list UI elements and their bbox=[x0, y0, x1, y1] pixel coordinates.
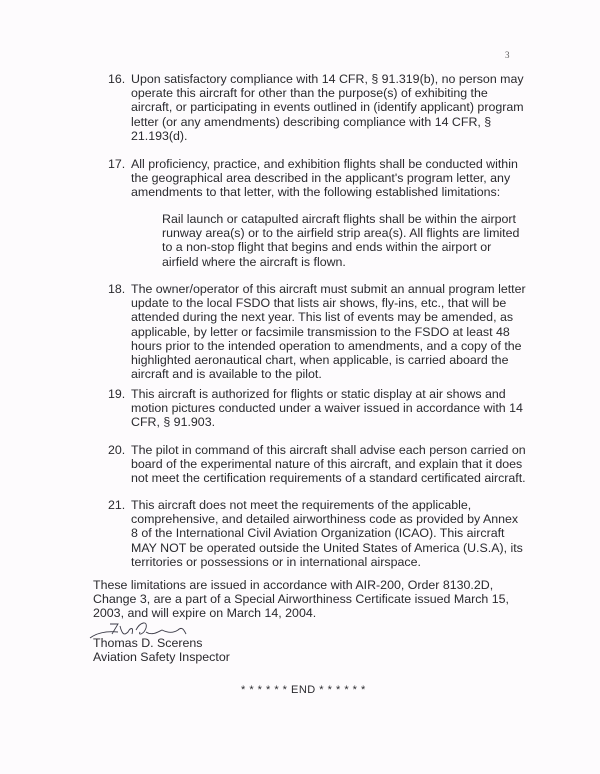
closing-statement: These limitations are issued in accordance with AIR-200, Order 8130.2D, Change 3, are a part of a Special Airworthiness Certificate issued March 15, 2003, and will expire on March 14, 2004. bbox=[93, 578, 509, 621]
limitation-item-21 bbox=[108, 498, 528, 569]
item-17-sub-paragraph: Rail launch or catapulted aircraft flights shall be within the airport runway area(s) or to the airfield strip area(s). All flights are limited to a non-stop flight that begins and ends within the airport or airfield where the aircraft is flown. bbox=[162, 212, 520, 269]
item-number: 16. bbox=[108, 72, 126, 86]
item-number: 18. bbox=[108, 282, 126, 296]
item-number: 17. bbox=[108, 157, 126, 171]
item-number: 19. bbox=[108, 387, 126, 401]
item-text: Upon satisfactory compliance with 14 CFR, § 91.319(b), no person may operate this aircraft for other than the purpose(s) of exhibiting the aircraft, or participating in events outlined in (identify applicant) program letter (or any amendments) describing compliance with 14 CFR, § 21.193(d). bbox=[131, 72, 524, 143]
limitation-item-19 bbox=[108, 387, 528, 430]
page-number: 3 bbox=[505, 50, 510, 60]
item-number: 20. bbox=[108, 443, 126, 457]
signer-title: Aviation Safety Inspector bbox=[93, 650, 230, 665]
item-text: All proficiency, practice, and exhibition flights shall be conducted within the geographical area described in the applicant's program letter, any amendments to that letter, with the following established limitations: bbox=[131, 157, 518, 200]
item-text: This aircraft does not meet the requirements of the applicable, comprehensive, and detailed airworthiness code as provided by Annex 8 of the International Civil Aviation Organization (ICAO). This aircraft MAY NOT be operated outside the United States of America (U.S.A), its territories or possessions or in international airspace. bbox=[131, 498, 523, 569]
limitation-item-20 bbox=[108, 443, 528, 486]
signature-block bbox=[93, 636, 230, 664]
limitation-item-16 bbox=[108, 72, 528, 143]
limitation-item-18 bbox=[108, 282, 528, 381]
item-number: 21. bbox=[108, 498, 126, 512]
item-text: The owner/operator of this aircraft must submit an annual program letter update to the local FSDO that lists air shows, fly-ins, etc., that will be attended during the next year. This list of events may be amended, as applicable, by letter or facsimile transmission to the FSDO at least 48 hours prior to the intended operation to amendments, and a copy of the highlighted aeronautical chart, when applicable, is carried aboard the aircraft and is available to the pilot. bbox=[131, 282, 526, 382]
signer-name: Thomas D. Scerens bbox=[93, 636, 203, 650]
item-text: This aircraft is authorized for flights or static display at air shows and motion pictures conducted under a waiver issued in accordance with 14 CFR, § 91.903. bbox=[131, 387, 523, 430]
end-marker: * * * * * * END * * * * * * bbox=[241, 684, 366, 696]
limitation-item-17 bbox=[108, 157, 528, 200]
item-text: The pilot in command of this aircraft shall advise each person carried on board of the experimental nature of this aircraft, and explain that it does not meet the certification requirements of a standard certificated aircraft. bbox=[131, 443, 526, 486]
